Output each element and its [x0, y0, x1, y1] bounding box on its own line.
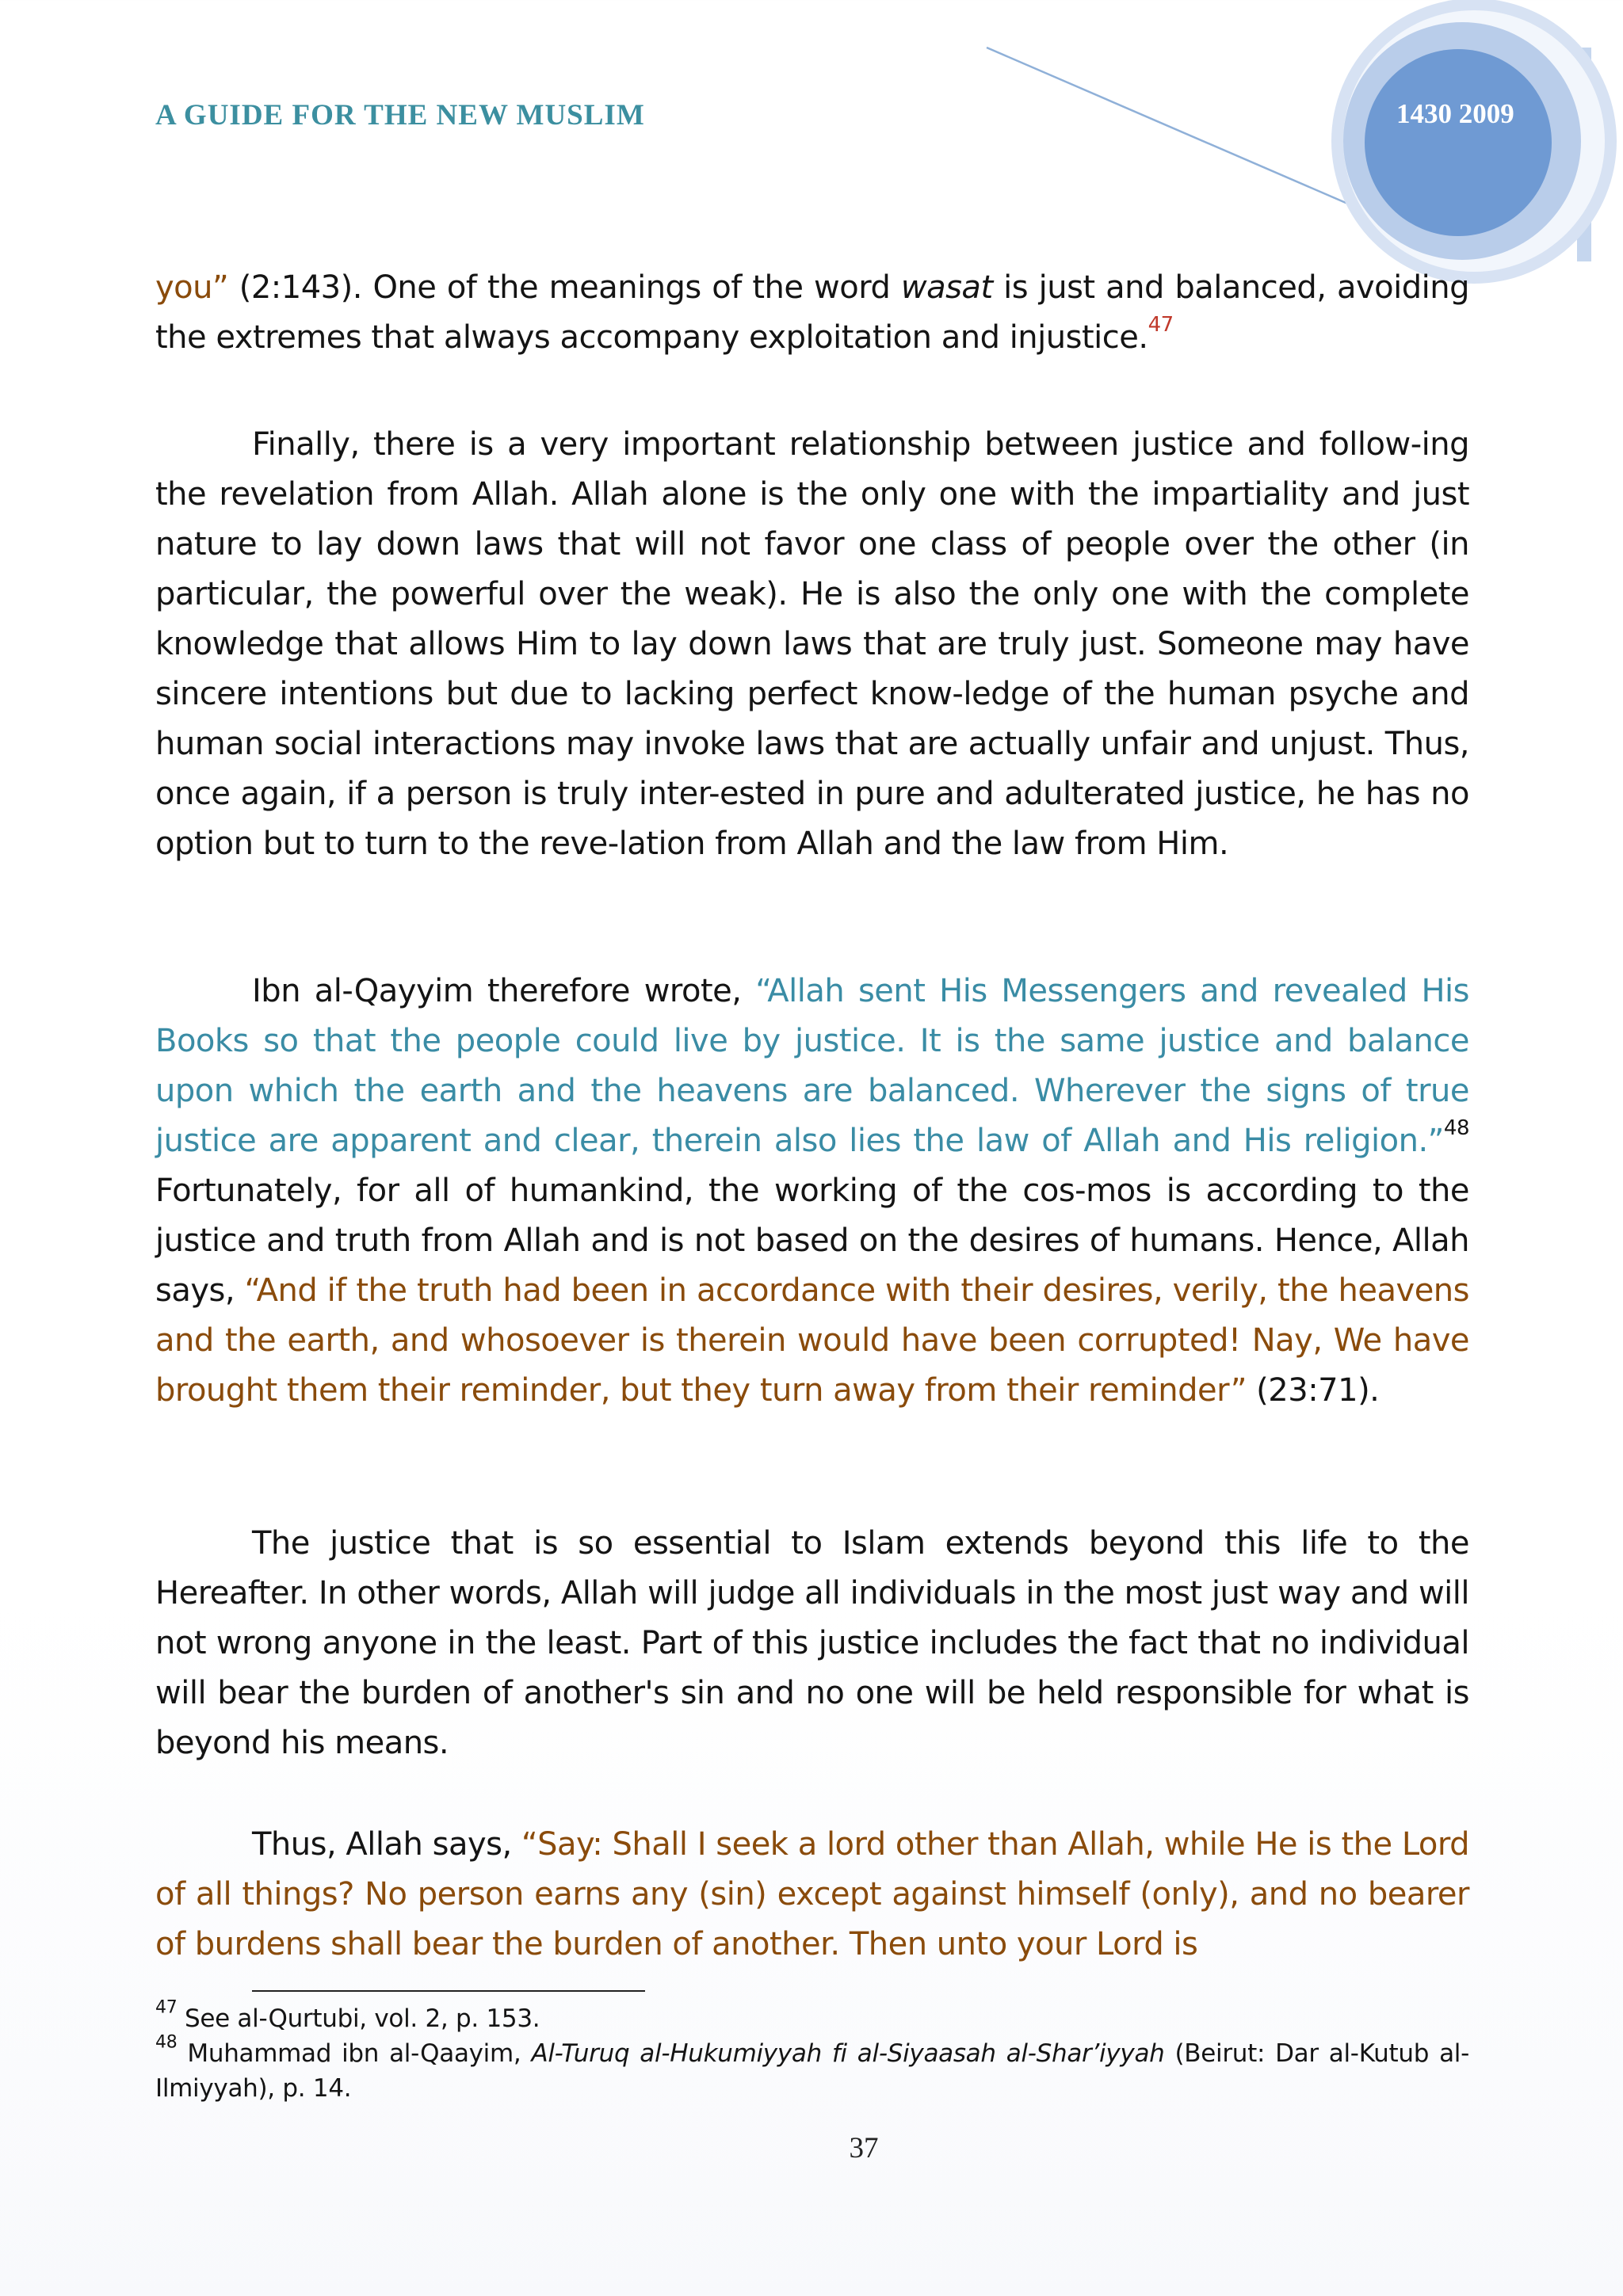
footnote-text: See al-Qurtubi, vol. 2, p. 153. [177, 2004, 540, 2033]
paragraph-3-intro: Ibn al-Qayyim therefore wrote, [252, 973, 756, 1009]
header-decoration [0, 0, 1623, 285]
paragraph-5 [155, 1820, 1469, 1970]
verse-quote-23-71: “And if the truth had been in accordance with their desires, verily, the heavens and the earth, and whosoever is therein would have been corrupted! Nay, We have brought them their reminder, but they turn away from their reminder” [155, 1272, 1469, 1409]
footnote-separator [252, 1990, 645, 1992]
running-title: A GUIDE FOR THE NEW MUSLIM [155, 99, 645, 132]
footnote-book-title: Al-Turuq al-Hukumiyyah fi al-Siyaasah al-Shar’iyyah [531, 2039, 1165, 2068]
paragraph-1 [155, 263, 1469, 363]
paragraph-4 [155, 1519, 1469, 1768]
header-year: 1430 2009 [1396, 98, 1514, 129]
verse-ref: (2:143). One of the meanings of the word [228, 269, 901, 306]
page-number: 37 [849, 2132, 879, 2164]
footnote-47 [155, 1997, 1469, 2036]
paragraph-2 [155, 420, 1469, 869]
footnotes [155, 1997, 1469, 2106]
footnote-48 [155, 2032, 1469, 2106]
paragraph-2-text: Finally, there is a very important relationship between justice and follow-ing the revelation from Allah. Allah alone is the only one with the impartiality and just nature to lay down laws that will not favor one class of people over the other (in particular, the powerful over the weak). He is also the only one with the complete knowledge that allows Him to lay down laws that are truly just. Someone may have sincere intentions but due to lacking perfect know-ledge of the human psyche and human social interactions may invoke laws that are actually unfair and unjust. Thus, once again, if a person is truly inter-ested in pure and adulterated justice, he has no option but to turn to the reve-lation from Allah and the law from Him. [155, 426, 1469, 862]
footnote-number: 48 [155, 2032, 178, 2053]
ibn-qayyim-quote: “Allah sent His Messengers and revealed His Books so that the people could live by justice. It is the same justice and balance upon which the earth and the heavens are balanced. Wherever the signs of true justice are apparent and clear, therein also lies the law of Allah and His religion.” [155, 973, 1469, 1159]
verse-quote-end: you” [155, 269, 229, 306]
term-wasat: wasat [900, 269, 993, 306]
paragraph-1-rest: is just and balanced, avoiding the extremes that always accompany exploitation and injustice. [155, 269, 1469, 356]
footnote-number: 47 [155, 1997, 178, 2018]
verse-quote-6-164: “Say: Shall I seek a lord other than Allah, while He is the Lord of all things? No person earns any (sin) except against himself (only), and no bearer of burdens shall bear the burden of another. Then unto your Lord is [155, 1826, 1470, 1962]
paragraph-3 [155, 967, 1469, 1416]
footnote-ref-48[interactable]: 48 [1443, 1116, 1469, 1141]
verse-ref-23-71: (23:71). [1246, 1372, 1380, 1409]
footnote-text: (Beirut: Dar al-Kutub al-Ilmiyyah), p. 14. [155, 2039, 1469, 2103]
paragraph-5-intro: Thus, Allah says, [252, 1826, 521, 1863]
paragraph-4-text: The justice that is so essential to Islam extends beyond this life to the Hereafter. In other words, Allah will judge all individuals in the most just way and will not wrong anyone in the least. Part of this justice includes the fact that no individual will bear the burden of another's sin and no one will be held responsible for what is beyond his means. [155, 1525, 1469, 1761]
footnote-ref-47[interactable]: 47 [1148, 313, 1174, 338]
footnote-text: Muhammad ibn al-Qaayim, [177, 2039, 532, 2068]
paragraph-3-middle: Fortunately, for all of humankind, the working of the cos-mos is according to the justice and truth from Allah and is not based on the desires of humans. Hence, Allah says, [155, 1173, 1469, 1309]
